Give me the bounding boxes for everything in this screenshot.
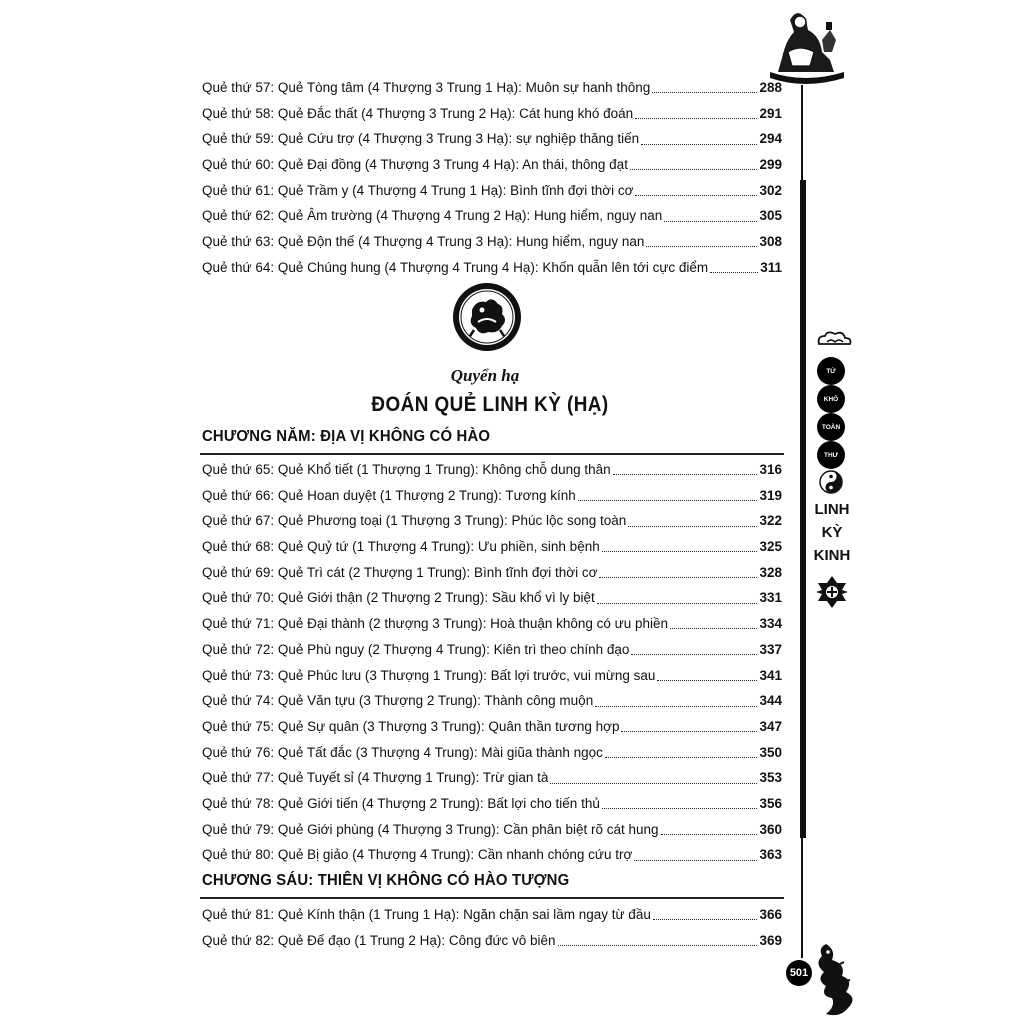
- toc-entry-text: Quẻ thứ 78: Quẻ Giới tiến (4 Thượng 2 Trung): Bất lợi cho tiến thủ: [202, 795, 600, 811]
- toc-entry: [202, 688, 782, 714]
- toc-entry-text: Quẻ thứ 71: Quẻ Đại thành (2 thượng 3 Trung): Hoà thuận không có ưu phiền: [202, 616, 669, 632]
- toc-entry-text: Quẻ thứ 82: Quẻ Đế đạo (1 Trung 2 Hạ): Công đức vô biên: [202, 932, 556, 948]
- toc-page-number: 316: [759, 462, 782, 477]
- toc-entry-text: Quẻ thứ 58: Quẻ Đắc thất (4 Thượng 3 Trung 2 Hạ): Cát hung khó đoán: [202, 105, 634, 121]
- toc-entry-text: Quẻ thứ 57: Quẻ Tòng tâm (4 Thượng 3 Trung 1 Hạ): Muôn sự hanh thông: [202, 80, 651, 95]
- toc-page-number: 299: [759, 157, 782, 173]
- toc-entry: [202, 178, 782, 204]
- toc-entry: [202, 126, 782, 152]
- toc-entry-text: Quẻ thứ 61: Quẻ Trầm y (4 Thượng 4 Trung 1 Hạ): Bình tĩnh đợi thời cơ: [202, 182, 634, 198]
- leader-dots: [653, 919, 758, 920]
- toc-page-number: 350: [759, 744, 782, 760]
- toc-list-top: [202, 75, 782, 281]
- toc-page-number: 337: [759, 641, 782, 657]
- leader-dots: [710, 272, 758, 273]
- leader-dots: [595, 706, 757, 707]
- toc-page-number: 347: [759, 718, 782, 734]
- page-number: 501: [786, 960, 812, 986]
- section-title: ĐOÁN QUẺ LINH KỲ (HẠ): [371, 393, 609, 416]
- toc-entry-text: Quẻ thứ 69: Quẻ Trì cát (2 Thượng 1 Trung): Bình tĩnh đợi thời cơ: [202, 564, 598, 580]
- toc-page-number: 369: [759, 932, 782, 948]
- toc-entry: [202, 765, 782, 791]
- toc-entry-text: Quẻ thứ 63: Quẻ Độn thế (4 Thượng 4 Trung 3 Hạ): Hung hiểm, nguy nan: [202, 234, 645, 250]
- lotus-ornament-icon: [815, 575, 849, 609]
- chapter-heading: CHƯƠNG SÁU: THIÊN VỊ KHÔNG CÓ HÀO TƯỢNG: [202, 872, 570, 889]
- toc-entry: [202, 560, 782, 586]
- toc-page-number: 353: [759, 770, 782, 786]
- toc-page-number: 331: [759, 590, 782, 606]
- leader-dots: [652, 92, 757, 93]
- leader-dots: [664, 221, 757, 222]
- chapter-heading: CHƯƠNG NĂM: ĐỊA VỊ KHÔNG CÓ HÀO: [202, 428, 491, 445]
- toc-entry-text: Quẻ thứ 75: Quẻ Sự quân (3 Thượng 3 Trung): Quân thần tương hợp: [202, 718, 620, 734]
- book-title-word: KINH: [813, 547, 851, 564]
- chapter-divider: [200, 453, 784, 455]
- toc-page-number: 291: [759, 105, 782, 121]
- toc-entry: [202, 740, 782, 766]
- side-rule-top: [801, 85, 803, 180]
- leader-dots: [661, 834, 758, 835]
- toc-entry: [202, 585, 782, 611]
- series-badge: KHỐ: [817, 385, 845, 413]
- toc-entry: [202, 902, 782, 928]
- toc-entry: [202, 714, 782, 740]
- toc-page-number: 356: [759, 795, 782, 811]
- toc-entry-text: Quẻ thứ 67: Quẻ Phương toại (1 Thượng 3 Trung): Phúc lộc song toàn: [202, 513, 627, 529]
- toc-page-number: 344: [759, 693, 782, 709]
- toc-entry: [202, 75, 782, 101]
- toc-entry-text: Quẻ thứ 59: Quẻ Cứu trợ (4 Thượng 3 Trung 3 Hạ): sự nghiệp thăng tiến: [202, 131, 640, 147]
- section-subtitle: Quyển hạ: [450, 366, 520, 385]
- leader-dots: [599, 577, 757, 578]
- toc-entry-text: Quẻ thứ 66: Quẻ Hoan duyệt (1 Thượng 2 Trung): Tương kính: [202, 487, 576, 503]
- toc-list-chapter5: [202, 457, 782, 868]
- leader-dots: [634, 860, 757, 861]
- toc-entry: [202, 663, 782, 689]
- leader-dots: [631, 654, 757, 655]
- leader-dots: [628, 526, 757, 527]
- toc-entry-text: Quẻ thứ 60: Quẻ Đại đồng (4 Thượng 3 Trung 4 Hạ): An thái, thông đạt: [202, 157, 628, 173]
- toc-page-number: 311: [760, 259, 782, 275]
- toc-entry: [202, 928, 782, 954]
- leader-dots: [657, 680, 757, 681]
- leader-dots: [550, 783, 757, 784]
- toc-page-number: 305: [759, 208, 782, 224]
- toc-page-number: 363: [759, 847, 782, 863]
- toc-page-number: 319: [759, 487, 782, 503]
- toc-page-number: 360: [759, 821, 782, 837]
- leader-dots: [605, 757, 758, 758]
- toc-page-number: 325: [759, 539, 782, 555]
- toc-entry: [202, 457, 782, 483]
- toc-entry: [202, 637, 782, 663]
- toc-page-number: 366: [759, 907, 782, 922]
- leader-dots: [602, 808, 758, 809]
- cloud-ornament-icon: [815, 330, 853, 350]
- toc-entry: [202, 229, 782, 255]
- leader-dots: [613, 474, 758, 475]
- leader-dots: [635, 195, 757, 196]
- toc-page-number: 328: [759, 564, 782, 580]
- series-badge: TOÀN: [817, 413, 845, 441]
- toc-entry-text: Quẻ thứ 77: Quẻ Tuyết sỉ (4 Thượng 1 Trung): Trừ gian tà: [202, 770, 549, 786]
- toc-entry: [202, 842, 782, 868]
- toc-entry: [202, 791, 782, 817]
- toc-entry: [202, 101, 782, 127]
- leader-dots: [670, 628, 757, 629]
- leader-dots: [646, 246, 757, 247]
- book-title-vertical: [806, 498, 858, 567]
- book-title-word: LINH: [814, 501, 850, 518]
- leader-dots: [621, 731, 757, 732]
- toc-page-number: 334: [759, 616, 782, 632]
- dragon-illustration: [806, 940, 862, 1020]
- toc-entry-text: Quẻ thứ 70: Quẻ Giới thận (2 Thượng 2 Trung): Sầu khổ vì ly biệt: [202, 590, 595, 606]
- toc-entry: [202, 817, 782, 843]
- side-rule-bottom: [801, 838, 803, 958]
- toc-page-number: 288: [759, 80, 782, 95]
- toc-entry: [202, 152, 782, 178]
- toc-entry: [202, 483, 782, 509]
- toc-list-chapter6: [202, 902, 782, 953]
- series-badge: THƯ: [817, 441, 845, 469]
- toc-entry-text: Quẻ thứ 74: Quẻ Văn tựu (3 Thượng 2 Trung): Thành công muộn: [202, 693, 594, 709]
- toc-entry: [202, 203, 782, 229]
- leader-dots: [578, 500, 758, 501]
- toc-entry-text: Quẻ thứ 79: Quẻ Giới phùng (4 Thượng 3 Trung): Cần phân biệt rõ cát hung: [202, 821, 659, 837]
- leader-dots: [635, 118, 757, 119]
- toc-entry-text: Quẻ thứ 81: Quẻ Kính thận (1 Trung 1 Hạ): Ngăn chặn sai lầm ngay từ đầu: [202, 907, 651, 922]
- yin-yang-icon: [819, 470, 843, 494]
- leader-dots: [597, 603, 758, 604]
- leader-dots: [641, 144, 757, 145]
- leader-dots: [602, 551, 758, 552]
- toc-page-number: 294: [759, 131, 782, 147]
- toc-entry: [202, 611, 782, 637]
- toc-entry: [202, 534, 782, 560]
- series-badge: TỨ: [817, 357, 845, 385]
- toc-entry-text: Quẻ thứ 62: Quẻ Âm trường (4 Thượng 4 Trung 2 Hạ): Hung hiểm, nguy nan: [202, 208, 663, 224]
- toc-entry-text: Quẻ thứ 73: Quẻ Phúc lưu (3 Thượng 1 Trung): Bất lợi trước, vui mừng sau: [202, 667, 656, 683]
- toc-entry: [202, 508, 782, 534]
- leader-dots: [558, 945, 758, 946]
- chapter-divider: [200, 897, 784, 899]
- book-title-word: KỲ: [821, 524, 843, 541]
- beast-emblem-icon: [452, 282, 522, 352]
- toc-page-number: 322: [759, 513, 782, 529]
- toc-entry-text: Quẻ thứ 80: Quẻ Bị giảo (4 Thượng 4 Trung): Cần nhanh chóng cứu trợ: [202, 847, 633, 863]
- toc-entry-text: Quẻ thứ 64: Quẻ Chúng hung (4 Thượng 4 Trung 4 Hạ): Khốn quẫn lên tới cực điểm: [202, 259, 709, 275]
- toc-entry-text: Quẻ thứ 76: Quẻ Tất đắc (3 Thượng 4 Trung): Mài giũa thành ngọc: [202, 744, 603, 760]
- leader-dots: [630, 169, 758, 170]
- toc-page-number: 308: [759, 234, 782, 250]
- toc-entry-text: Quẻ thứ 68: Quẻ Quỷ tứ (1 Thượng 4 Trung): Ưu phiền, sinh bệnh: [202, 539, 600, 555]
- toc-page-number: 341: [759, 667, 782, 683]
- toc-entry: [202, 255, 782, 281]
- toc-entry-text: Quẻ thứ 72: Quẻ Phù nguy (2 Thượng 4 Trung): Kiên trì theo chính đạo: [202, 641, 630, 657]
- toc-page-number: 302: [759, 182, 782, 198]
- toc-entry-text: Quẻ thứ 65: Quẻ Khổ tiết (1 Thượng 1 Trung): Không chỗ dung thân: [202, 462, 611, 477]
